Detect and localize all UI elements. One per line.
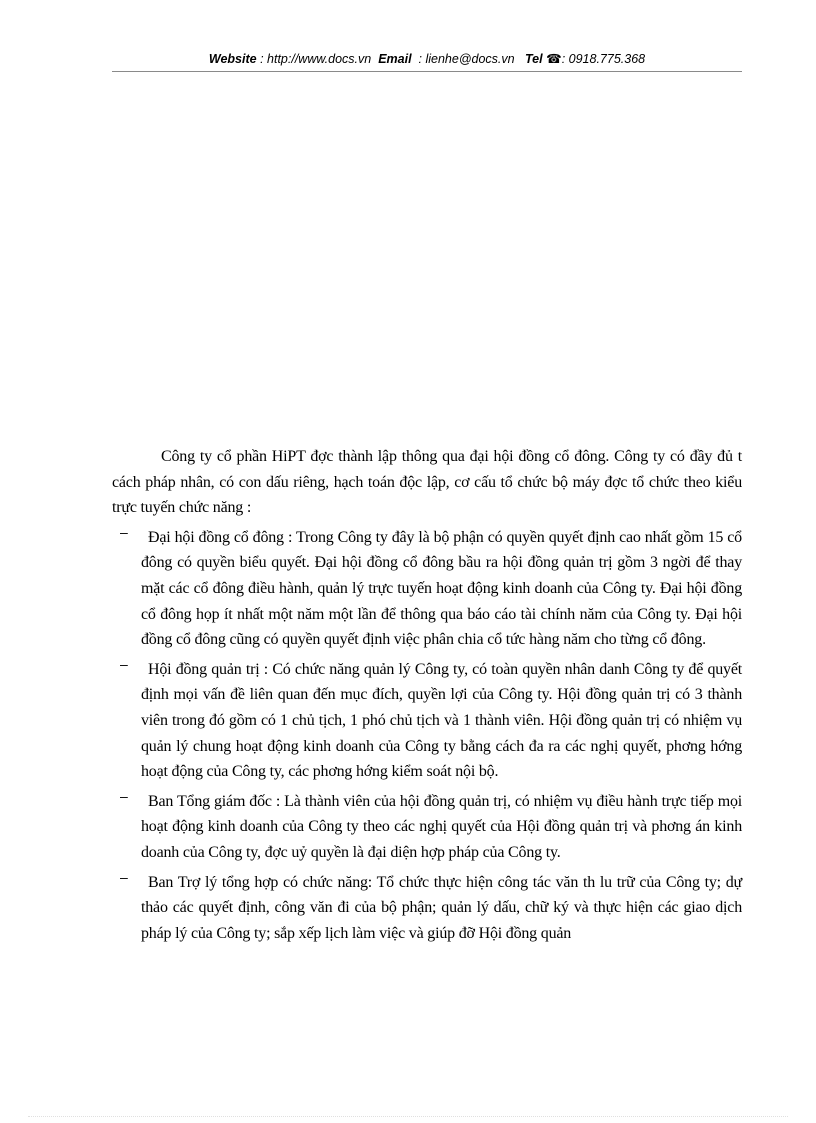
list-item-text: Ban Trợ lý tổng hợp có chức năng: Tổ chức thực hiện công tác văn th lu trữ của Công ty; dự thảo các quyết định, công văn đi của bộ phận; quản lý dấu, chữ ký và thực hiện các giao dịch pháp lý của Công ty; sắp xếp lịch làm việc và giúp đỡ Hội đồng quản <box>141 873 742 942</box>
page-bottom-border <box>28 1116 788 1117</box>
website-value: : http://www.docs.vn <box>260 52 372 66</box>
document-body <box>112 444 742 950</box>
list-item-text: Hội đồng quản trị : Có chức năng quản lý Công ty, có toàn quyền nhân danh Công ty để quyết định mọi vấn đề liên quan đến mục đích, quyền lợi của Công ty. Hội đồng quản trị có 3 thành viên trong đó gồm có 1 chủ tịch, 1 phó chủ tịch và 1 thành viên. Hội đồng quản trị có nhiệm vụ quản lý chung hoạt động kinh doanh của Công ty bằng cách đa ra các nghị quyết, phơng hớng hoạt động của Công ty, các phơng hớng kiểm soát nội bộ. <box>141 660 742 781</box>
list-item <box>112 525 742 653</box>
tel-value: : 0918.775.368 <box>561 52 646 66</box>
email-value: : lienhe@docs.vn <box>418 52 515 66</box>
list-item <box>112 789 742 866</box>
phone-icon: ☎ <box>546 52 562 66</box>
header-divider <box>112 71 742 72</box>
list-item <box>112 657 742 785</box>
email-label: Email <box>378 52 412 66</box>
website-label: Website <box>208 52 257 66</box>
tel-label: Tel <box>525 52 543 66</box>
bullet-dash: – <box>120 655 128 672</box>
page-header <box>112 51 742 66</box>
list-item <box>112 870 742 947</box>
bullet-dash: – <box>120 868 128 885</box>
bullet-dash: – <box>120 787 128 804</box>
bullet-dash: – <box>120 523 128 540</box>
list-item-text: Đại hội đồng cổ đông : Trong Công ty đây là bộ phận có quyền quyết định cao nhất gồm 15 cổ đông có quyền biểu quyết. Đại hội đồng cổ đông bầu ra hội đồng quản trị gồm 3 ngời để thay mặt các cổ đông điều hành, quản lý trực tuyến hoạt động kinh doanh của Công ty. Đại hội đồng cổ đông họp ít nhất một năm một lần để thông qua báo cáo tài chính năm của Công ty. Đại hội đồng cổ đông cũng có quyền quyết định việc phân chia cổ tức hàng năm cho từng cổ đông. <box>141 528 742 649</box>
list-item-text: Ban Tổng giám đốc : Là thành viên của hội đồng quản trị, có nhiệm vụ điều hành trực tiếp mọi hoạt động kinh doanh của Công ty theo các nghị quyết của Hội đồng quản trị và phơng án kinh doanh của Công ty, đợc uỷ quyền là đại diện hợp pháp của Công ty. <box>141 792 742 861</box>
intro-paragraph: Công ty cổ phần HiPT đợc thành lập thông qua đại hội đồng cổ đông. Công ty có đầy đủ t cách pháp nhân, có con dấu riêng, hạch toán độc lập, cơ cấu tổ chức bộ máy đợc tổ chức theo kiểu trực tuyến chức năng : <box>112 448 742 517</box>
